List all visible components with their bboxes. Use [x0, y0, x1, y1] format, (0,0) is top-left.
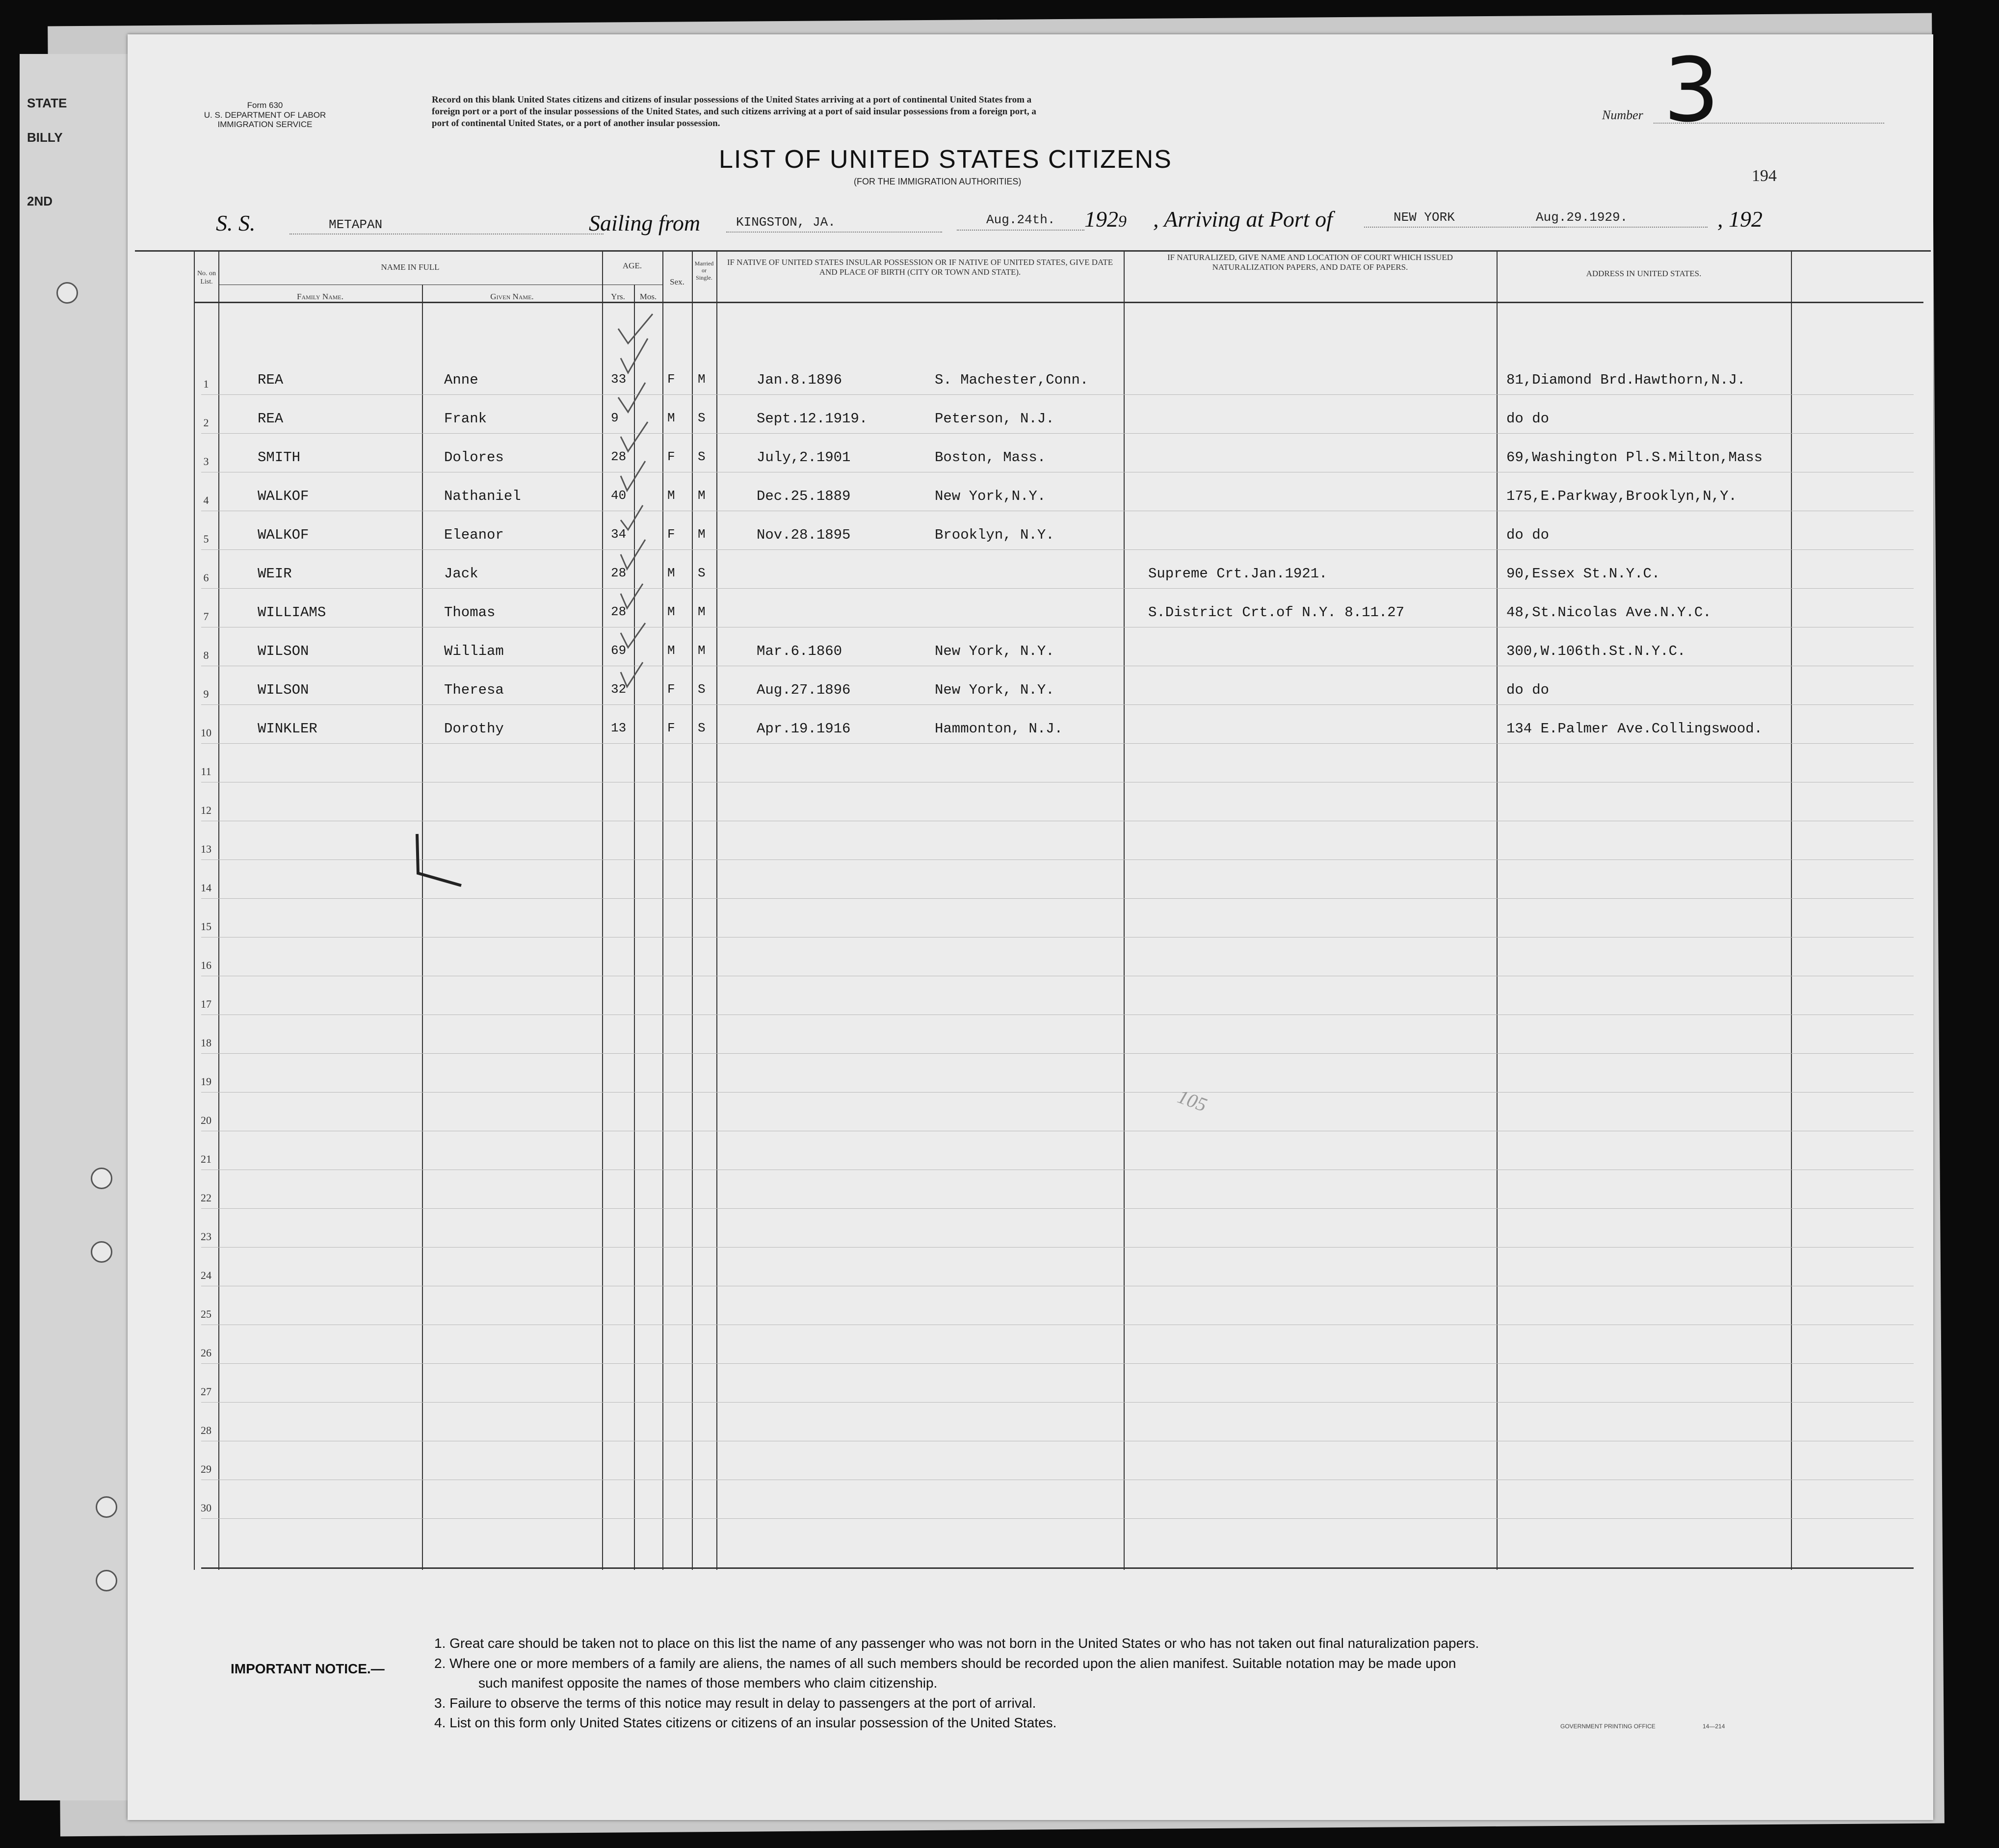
header-married-single: Married or Single. — [694, 260, 714, 281]
address-cell: do do — [1506, 411, 1550, 427]
binder-hole — [56, 282, 78, 304]
birth-date-cell: Apr.19.1916 — [757, 721, 851, 737]
address-cell: 69,Washington Pl.S.Milton,Mass — [1506, 449, 1763, 466]
family-name-cell: WILSON — [258, 682, 309, 698]
family-name-cell: WALKOF — [258, 527, 309, 543]
birth-place-cell: New York, N.Y. — [935, 643, 1054, 659]
departure-port: KINGSTON, JA. — [736, 215, 836, 230]
address-cell: 90,Essex St.N.Y.C. — [1506, 566, 1660, 582]
family-name-cell: WILLIAMS — [258, 604, 326, 621]
address-cell: do do — [1506, 527, 1550, 543]
given-name-cell: Anne — [444, 372, 478, 388]
row-number: 18 — [201, 1037, 211, 1049]
sex-cell: M — [667, 411, 675, 425]
page-stamp: 194 — [1752, 167, 1777, 185]
given-name-cell: Frank — [444, 411, 487, 427]
family-name-cell: WALKOF — [258, 488, 309, 504]
list-number: 3 — [1663, 39, 1720, 142]
sex-cell: M — [667, 566, 675, 580]
row-number: 11 — [201, 765, 211, 778]
ruled-line — [201, 1208, 1914, 1209]
marital-status-cell: M — [698, 488, 706, 503]
under-sheet-text: 2ND — [27, 194, 53, 208]
year-label: 1929 — [1084, 207, 1127, 232]
marital-status-cell: M — [698, 372, 706, 387]
notice-item: 4. List on this form only United States citizens or citizens of an insular possession of the United States. — [434, 1715, 1057, 1731]
age-cell: 69 — [611, 643, 627, 658]
family-name-cell: WILSON — [258, 643, 309, 659]
row-number: 5 — [203, 533, 209, 545]
row-number: 25 — [201, 1308, 211, 1320]
birth-place-cell: Hammonton, N.J. — [935, 721, 1063, 737]
ss-label: S. S. — [216, 210, 256, 235]
header-address: ADDRESS IN UNITED STATES. — [1586, 269, 1702, 278]
birth-date-cell: Sept.12.1919. — [757, 411, 868, 427]
ruled-line — [201, 1247, 1914, 1248]
row-number: 1 — [203, 378, 209, 390]
record-line: Record on this blank United States citizens and citizens of insular possessions of the United States arriving at a port of continental United States from a — [432, 95, 1032, 105]
record-line: foreign port or a port of the insular possessions of the United States, and such citizens arriving at a port of said insular possessions from a foreign port, a — [432, 106, 1036, 117]
address-cell: 48,St.Nicolas Ave.N.Y.C. — [1506, 604, 1711, 621]
row-number: 26 — [201, 1347, 211, 1359]
row-number: 17 — [201, 998, 211, 1010]
arriving-label: , Arriving at Port of — [1153, 207, 1333, 232]
header-family-name: Family Name. — [296, 292, 344, 301]
family-name-cell: WEIR — [258, 566, 292, 582]
address-cell: do do — [1506, 682, 1550, 698]
record-instructions — [432, 94, 1036, 129]
ruled-line — [201, 898, 1914, 899]
form-department: U. S. DEPARTMENT OF LABOR — [204, 110, 326, 120]
under-sheet-text: STATE — [27, 96, 67, 110]
ruled-line — [201, 433, 1914, 434]
ruled-line — [201, 1363, 1914, 1364]
family-name-cell: SMITH — [258, 449, 301, 466]
ruled-line — [201, 704, 1914, 705]
ruled-line — [201, 1518, 1914, 1519]
form-number: Form 630 — [247, 101, 283, 110]
row-number: 16 — [201, 959, 211, 971]
birth-date-cell: Aug.27.1896 — [757, 682, 851, 698]
header-naturalized: IF NATURALIZED, GIVE NAME AND LOCATION OF COURT WHICH ISSUED NATURALIZATION PAPERS, AND DATE OF PAPERS. — [1167, 253, 1453, 272]
birth-place-cell: New York,N.Y. — [935, 488, 1046, 504]
header-birth: IF NATIVE OF UNITED STATES INSULAR POSSESSION OR IF NATIVE OF UNITED STATES, GIVE DATE AND PLACE OF BIRTH (CITY OR TOWN AND STATE). — [727, 258, 1113, 277]
check-marks — [599, 309, 667, 711]
family-name-cell: WINKLER — [258, 721, 317, 737]
birth-date-cell: Mar.6.1860 — [757, 643, 842, 659]
ruled-line — [201, 1092, 1914, 1093]
notice-item: 2. Where one or more members of a family are aliens, the names of all such members should be recorded upon the alien manifest. Suitable notation may be made upon — [434, 1655, 1456, 1671]
header-sex: Sex. — [670, 277, 684, 286]
given-name-cell: Thomas — [444, 604, 496, 621]
ruled-line — [201, 549, 1914, 550]
number-label: Number — [1602, 108, 1643, 122]
under-sheet-text: BILLY — [27, 130, 63, 145]
row-number: 22 — [201, 1192, 211, 1204]
marital-status-cell: S — [698, 721, 706, 735]
family-name-cell: REA — [258, 411, 284, 427]
binder-hole — [96, 1496, 117, 1518]
birth-place-cell: Peterson, N.J. — [935, 411, 1054, 427]
row-number: 7 — [203, 610, 209, 623]
binder-hole — [91, 1241, 112, 1263]
sex-cell: F — [667, 449, 675, 464]
birth-date-cell: Dec.25.1889 — [757, 488, 851, 504]
arrival-port: NEW YORK — [1394, 210, 1455, 225]
binder-hole — [91, 1168, 112, 1189]
sail-date: Aug.24th. — [986, 212, 1055, 227]
sex-cell: M — [667, 643, 675, 658]
header-given-name: Given Name. — [490, 292, 534, 301]
row-number: 14 — [201, 882, 211, 894]
form-id — [177, 101, 353, 130]
row-number: 24 — [201, 1269, 211, 1281]
row-number: 3 — [203, 455, 209, 468]
naturalization-court-cell: Supreme Crt.Jan.1921. — [1148, 566, 1328, 582]
row-number: 12 — [201, 804, 211, 816]
row-number: 23 — [201, 1230, 211, 1243]
sex-cell: F — [667, 372, 675, 387]
year-label-2: , 192 — [1717, 207, 1762, 232]
header-name-in-full: NAME IN FULL — [381, 262, 440, 272]
address-cell: 175,E.Parkway,Brooklyn,N,Y. — [1506, 488, 1737, 504]
marital-status-cell: S — [698, 682, 706, 697]
birth-place-cell: Brooklyn, N.Y. — [935, 527, 1054, 543]
row-number: 20 — [201, 1114, 211, 1126]
notice-items — [434, 1634, 1479, 1733]
address-cell: 300,W.106th.St.N.Y.C. — [1506, 643, 1686, 659]
arrival-date: Aug.29.1929. — [1536, 210, 1628, 225]
address-cell: 134 E.Palmer Ave.Collingswood. — [1506, 721, 1763, 737]
printer-credit: GOVERNMENT PRINTING OFFICE — [1560, 1723, 1656, 1730]
sex-cell: M — [667, 488, 675, 503]
age-cell: 28 — [611, 604, 627, 619]
manifest-sheet — [128, 34, 1933, 1820]
row-number: 10 — [201, 727, 211, 739]
row-number: 15 — [201, 920, 211, 933]
row-number: 29 — [201, 1463, 211, 1475]
age-cell: 32 — [611, 682, 627, 697]
sex-cell: F — [667, 527, 675, 542]
age-cell: 28 — [611, 566, 627, 580]
family-name-cell: REA — [258, 372, 284, 388]
ruled-line — [201, 394, 1914, 395]
given-name-cell: Nathaniel — [444, 488, 521, 504]
age-cell: 33 — [611, 372, 627, 387]
birth-date-cell: July,2.1901 — [757, 449, 851, 466]
row-number: 4 — [203, 494, 209, 506]
ship-name: METAPAN — [329, 217, 383, 232]
notice-item: such manifest opposite the names of those members who claim citizenship. — [478, 1675, 938, 1691]
header-no: No. on List. — [197, 270, 216, 286]
row-number: 2 — [203, 416, 209, 429]
address-cell: 81,Diamond Brd.Hawthorn,N.J. — [1506, 372, 1746, 388]
given-name-cell: Dolores — [444, 449, 504, 466]
notice-label: IMPORTANT NOTICE.— — [231, 1661, 385, 1676]
notice-item: 1. Great care should be taken not to place on this list the name of any passenger who was not born in the United States or who has not taken out final naturalization papers. — [434, 1636, 1479, 1651]
header-yrs: Yrs. — [611, 292, 625, 301]
row-number: 30 — [201, 1502, 211, 1514]
page-subtitle: (FOR THE IMMIGRATION AUTHORITIES) — [854, 177, 1022, 186]
pencil-mark — [412, 829, 471, 888]
birth-place-cell: New York, N.Y. — [935, 682, 1054, 698]
given-name-cell: Dorothy — [444, 721, 504, 737]
age-cell: 9 — [611, 411, 619, 425]
given-name-cell: Theresa — [444, 682, 504, 698]
row-number: 6 — [203, 572, 209, 584]
naturalization-court-cell: S.District Crt.of N.Y. 8.11.27 — [1148, 604, 1405, 621]
age-cell: 28 — [611, 449, 627, 464]
given-name-cell: William — [444, 643, 504, 659]
row-number: 8 — [203, 649, 209, 661]
row-number: 21 — [201, 1153, 211, 1165]
binder-hole — [96, 1570, 117, 1591]
marital-status-cell: S — [698, 449, 706, 464]
age-cell: 34 — [611, 527, 627, 542]
sex-cell: M — [667, 604, 675, 619]
row-number: 13 — [201, 843, 211, 855]
pencil-note: 105 — [1175, 1085, 1210, 1116]
printer-code: 14—214 — [1703, 1723, 1725, 1730]
row-number: 28 — [201, 1424, 211, 1436]
birth-place-cell: Boston, Mass. — [935, 449, 1046, 466]
marital-status-cell: M — [698, 604, 706, 619]
marital-status-cell: M — [698, 643, 706, 658]
ruled-line — [201, 743, 1914, 744]
row-number: 27 — [201, 1385, 211, 1398]
sailing-label: Sailing from — [589, 210, 701, 235]
ruled-line — [201, 588, 1914, 589]
header-age: AGE. — [622, 261, 642, 270]
form-service: IMMIGRATION SERVICE — [217, 120, 313, 130]
page-title: LIST OF UNITED STATES CITIZENS — [719, 145, 1172, 174]
birth-date-cell: Jan.8.1896 — [757, 372, 842, 388]
birth-date-cell: Nov.28.1895 — [757, 527, 851, 543]
age-cell: 40 — [611, 488, 627, 503]
ruled-line — [201, 1053, 1914, 1054]
marital-status-cell: S — [698, 566, 706, 580]
sex-cell: F — [667, 721, 675, 735]
birth-place-cell: S. Machester,Conn. — [935, 372, 1089, 388]
age-cell: 13 — [611, 721, 627, 735]
header-mos: Mos. — [639, 292, 657, 301]
row-number: 9 — [203, 688, 209, 700]
given-name-cell: Eleanor — [444, 527, 504, 543]
notice-item: 3. Failure to observe the terms of this notice may result in delay to passengers at the port of arrival. — [434, 1695, 1036, 1711]
sex-cell: F — [667, 682, 675, 697]
marital-status-cell: S — [698, 411, 706, 425]
marital-status-cell: M — [698, 527, 706, 542]
ruled-line — [201, 1402, 1914, 1403]
given-name-cell: Jack — [444, 566, 478, 582]
row-number: 19 — [201, 1075, 211, 1088]
record-line: port of continental United States, or a port of another insular possession. — [432, 118, 720, 129]
